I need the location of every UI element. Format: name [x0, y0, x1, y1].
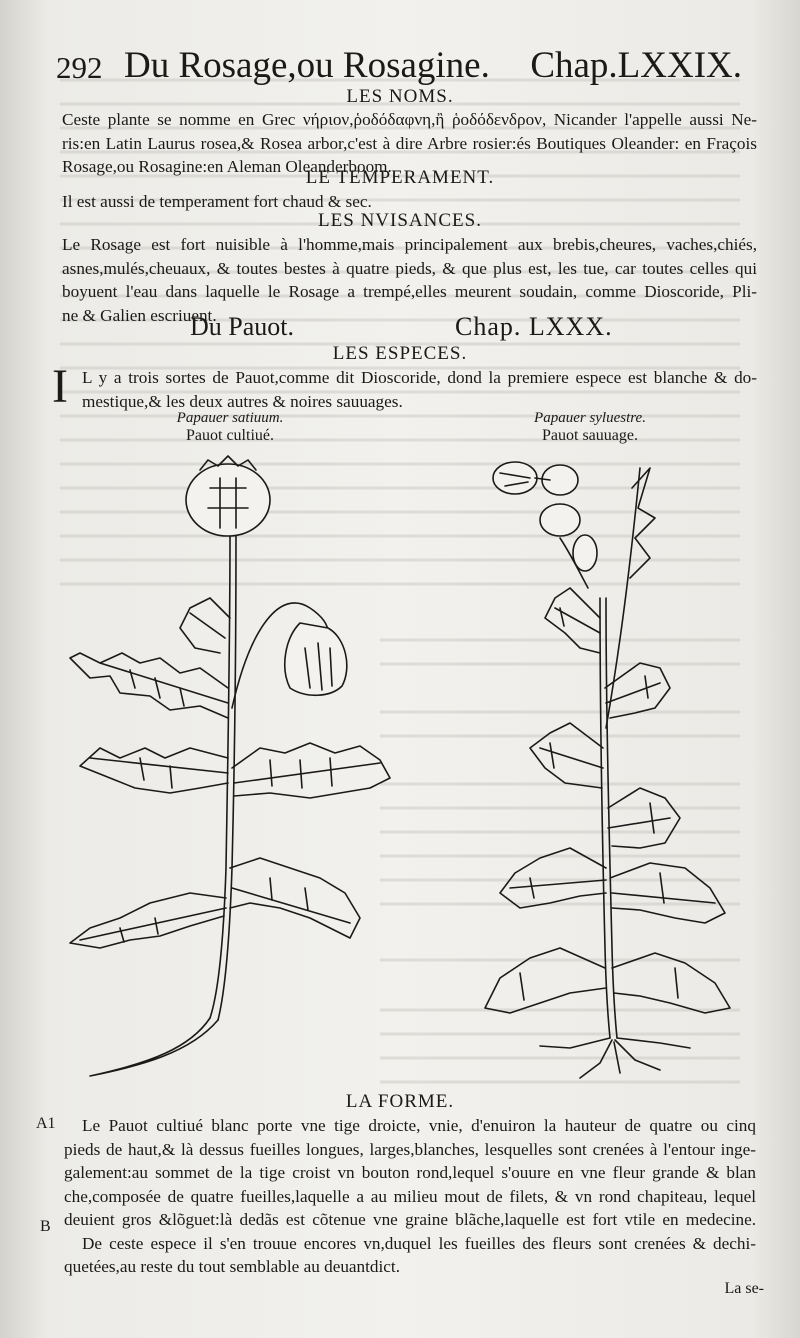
page-number: 292 [56, 50, 103, 85]
text-line: Ceste plante se nomme en Grec νήριον,ῥοδόδαφνη,ἢ ῥοδόδενδρον, Nicander l'appelle aussi Ne- [62, 110, 757, 129]
figure-caption-right [490, 410, 690, 445]
caption-vernacular: Pauot sauuage. [542, 427, 638, 444]
text-line: asnes,mulés,cheuaux, & toutes bestes à quatre pieds, & que plus est, les tue, car toutes celles qui [62, 258, 757, 278]
chapter2-number: Chap. LXXX. [455, 312, 613, 341]
caption-latin: Papauer satiuum. [176, 410, 284, 426]
section-heading-forme: LA FORME. [345, 1091, 455, 1112]
woodcut-wild-poppy [460, 448, 760, 1088]
chapter-number: Chap.LXXIX. [530, 45, 742, 86]
margin-note-b: B [40, 1218, 51, 1235]
text-line: Il est aussi de temperament fort chaud & sec. [62, 192, 372, 211]
text-line: Le Rosage est fort nuisible à l'homme,mais principalement aux brebis,cheures, vaches,chiés, [62, 235, 757, 254]
text-line: L y a trois sortes de Pauot,comme dit Dioscoride, dond la premiere espece est blanche & do- [82, 368, 757, 387]
text-line: ne & Galien escriuent. [62, 305, 217, 325]
caption-vernacular: Pauot cultiué. [186, 427, 274, 444]
chapter2-title: Du Pauot. [190, 312, 294, 341]
section-body-especes [82, 366, 757, 413]
text-line: Rosage,ou Rosagine:en Aleman Oleanderboom. [62, 157, 392, 176]
text-line: quetées,au reste du tout semblable au deuantdict. [64, 1257, 400, 1276]
text-line: ris:en Latin Laurus rosea,& Rosea arbor,c'est à dire Arbre rosier:és Boutiques Oleander: en Fraçois [62, 133, 757, 153]
text-line: De ceste espece il s'en trouue encores vn,duquel les fueilles des fleurs sont crenées & dechi- [82, 1233, 756, 1253]
text-line: galement:au sommet de la tige croist vn bouton rond,lequel s'ouure en vne fleur grande & blan [64, 1163, 756, 1182]
figure-caption-left [130, 410, 330, 445]
text-line: pieds de haut,& là dessus fueilles longues, larges,blanches, lesquelles sont crenées à l'entour inge- [64, 1139, 756, 1159]
text-line: mestique,& les deux autres & noires sauuages. [82, 391, 403, 411]
section-heading-temperament: LE TEMPERAMENT. [305, 167, 495, 188]
margin-note-a: A1 [36, 1115, 56, 1132]
catchword: La se- [724, 1280, 764, 1297]
section-heading-names: LES NOMS. [346, 86, 454, 107]
text-line: boyuent l'eau dans laquelle le Rosage a trempé,elles meurent soudain, comme Dioscoride, Pli- [62, 282, 757, 301]
caption-latin: Papauer syluestre. [534, 410, 646, 426]
woodcut-cultivated-poppy [60, 448, 400, 1088]
text-line: deuient gros &lõguet:là dedãs est cõtenue vne graine blãche,laquelle est fort vtile en medecine. [64, 1210, 756, 1229]
chapter-title: Du Rosage,ou Rosagine. [124, 45, 490, 86]
section-body-nuisances [62, 233, 757, 327]
section-heading-especes: LES ESPECES. [332, 343, 468, 364]
section-heading-nuisances: LES NVISANCES. [318, 210, 482, 231]
text-line: che,composée de quatre fueilles,laquelle a au milieu mout de filets, & vn rond chapiteau, lequel [64, 1186, 756, 1206]
drop-cap: I [52, 360, 68, 413]
section-body-forme [64, 1114, 756, 1279]
text-line: Le Pauot cultiué blanc porte vne tige droicte, vnie, d'enuiron la hauteur de quatre ou cinq [82, 1116, 756, 1135]
